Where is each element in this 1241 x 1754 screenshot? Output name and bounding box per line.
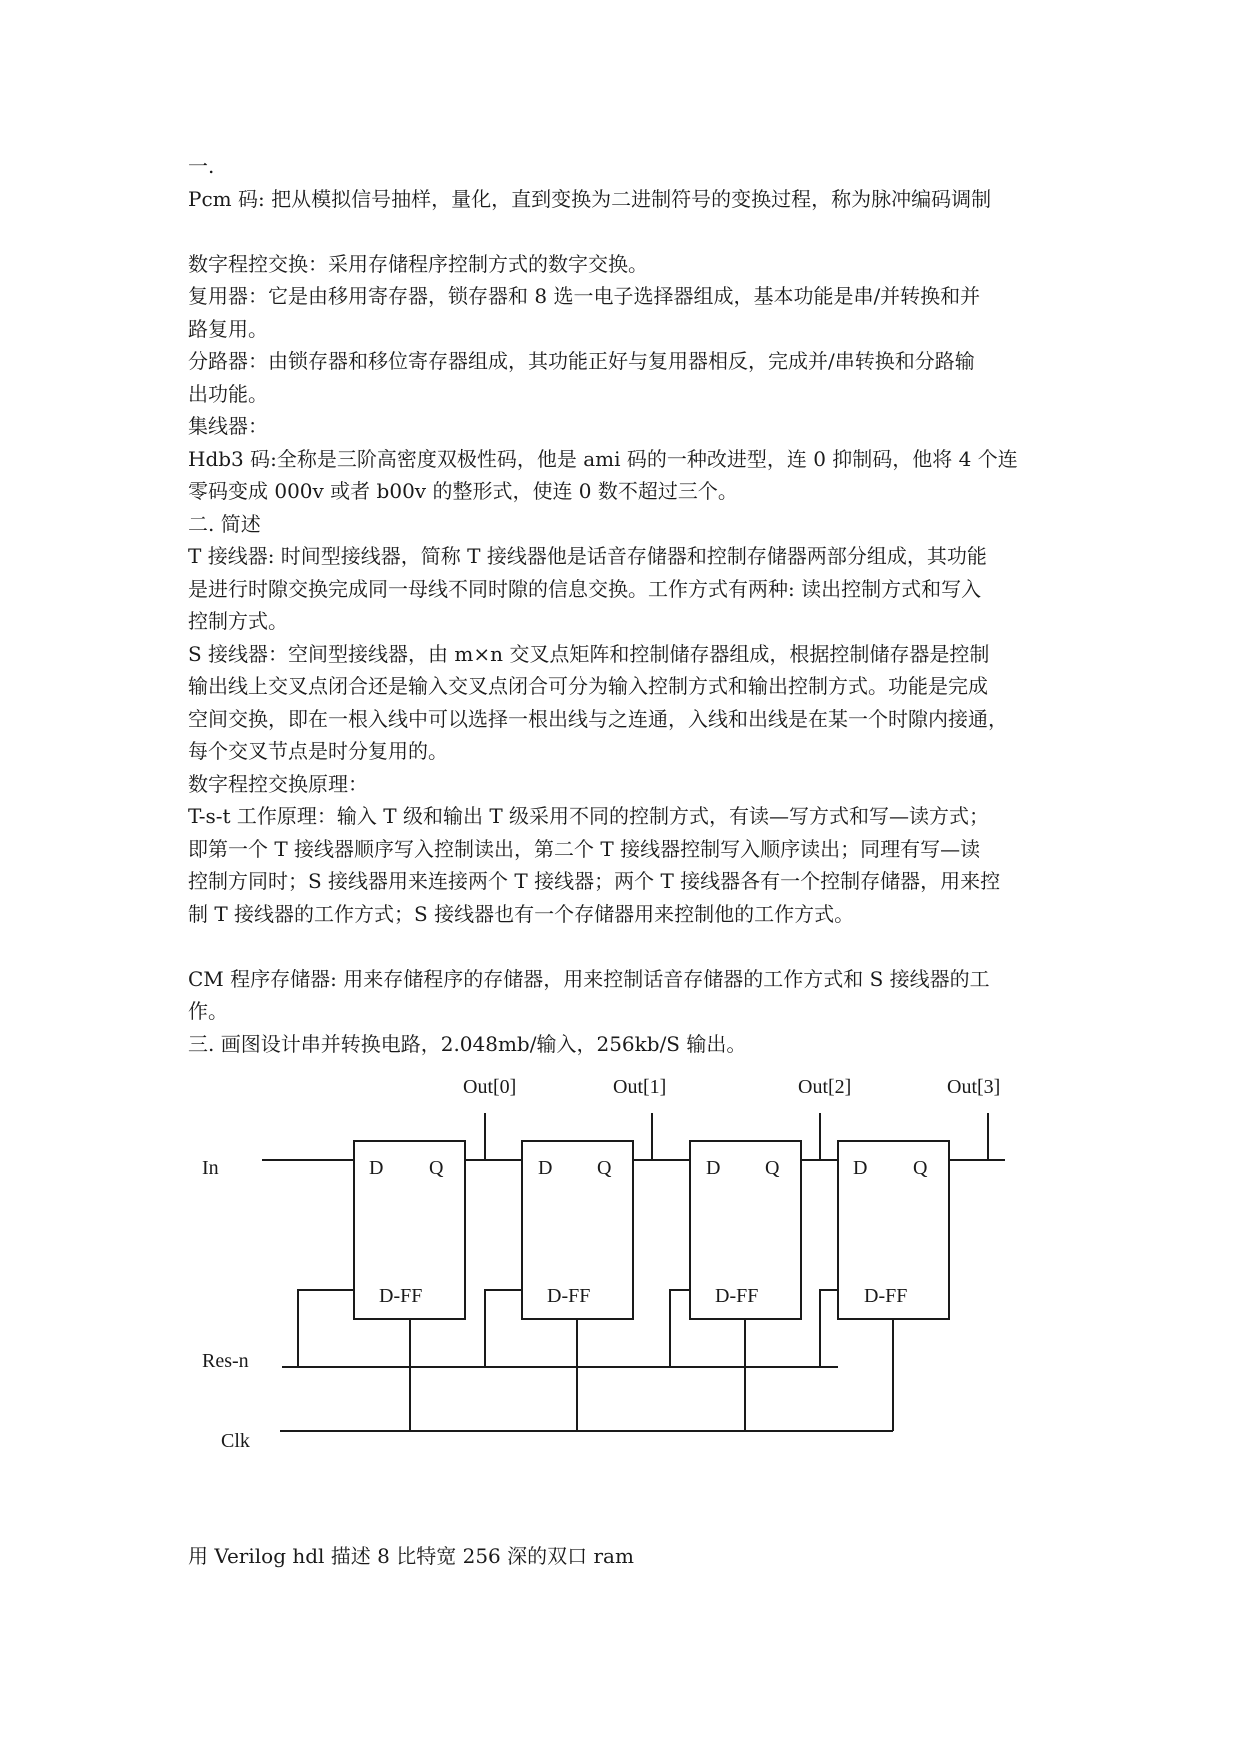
text-line: 数字程控交换：采用存储程序控制方式的数字交换。 <box>188 251 648 276</box>
text-line: 控制方式。 <box>188 609 288 633</box>
text-line: S 接线器：空间型接线器，由 m×n 交叉点矩阵和控制储存器组成，根据控制储存器是控制 <box>188 641 990 666</box>
text-line: CM 程序存储器: 用来存储程序的存储器，用来控制话音存储器的工作方式和 S 接线器的工 <box>188 966 990 991</box>
text-line: 路复用。 <box>188 316 268 341</box>
text-line: 控制方同时；S 接线器用来连接两个 T 接线器；两个 T 接线器各有一个控制存储器，用来控 <box>188 869 1001 893</box>
verilog-task-line: 用 Verilog hdl 描述 8 比特宽 256 深的双口 ram <box>188 1544 634 1568</box>
output-label-3: Out[3] <box>947 1076 1001 1098</box>
text-line: 输出线上交叉点闭合还是输入交叉点闭合可分为输入控制方式和输出控制方式。功能是完成 <box>188 674 988 698</box>
output-label-2: Out[2] <box>798 1076 852 1098</box>
text-line: 作。 <box>188 999 228 1023</box>
dff-0-q-label: Q <box>429 1157 444 1179</box>
input-signal-label: In <box>202 1157 219 1179</box>
text-line: 分路器：由锁存器和移位寄存器组成，其功能正好与复用器相反，完成并/串转换和分路输 <box>188 349 975 373</box>
dff-0-d-label: D <box>369 1157 384 1179</box>
text-line: T-s-t 工作原理：输入 T 级和输出 T 级采用不同的控制方式，有读—写方式和写—读方式； <box>188 804 990 828</box>
dff-1-d-label: D <box>538 1157 553 1179</box>
text-line: 空间交换，即在一根入线中可以选择一根出线与之连通，入线和出线是在某一个时隙内接通， <box>188 706 1008 731</box>
dff-2-name-label: D-FF <box>715 1285 759 1307</box>
text-line: 数字程控交换原理： <box>188 771 368 796</box>
reset-connector-2 <box>670 1290 690 1367</box>
output-label-0: Out[0] <box>463 1076 517 1098</box>
text-line: 出功能。 <box>188 381 268 406</box>
text-line: 一. <box>188 154 215 178</box>
text-line: 三. 画图设计串并转换电路，2.048mb/输入，256kb/S 输出。 <box>188 1031 747 1056</box>
dff-3-q-label: Q <box>913 1157 928 1179</box>
text-line: 制 T 接线器的工作方式；S 接线器也有一个存储器用来控制他的工作方式。 <box>188 901 855 926</box>
reset-connector-0 <box>298 1290 354 1367</box>
text-line: Hdb3 码:全称是三阶高密度双极性码，他是 ami 码的一种改进型，连 0 抑制码，他将 4 个连 <box>188 446 1018 471</box>
text-line: 零码变成 000v 或者 b00v 的整形式，使连 0 数不超过三个。 <box>188 479 738 503</box>
text-line: 是进行时隙交换完成同一母线不同时隙的信息交换。工作方式有两种: 读出控制方式和写入 <box>188 576 982 601</box>
text-line: 复用器：它是由移用寄存器，锁存器和 8 选一电子选择器组成，基本功能是串/并转换和并 <box>188 284 981 308</box>
reset-connector-1 <box>485 1290 522 1367</box>
clock-signal-label: Clk <box>221 1430 250 1452</box>
text-line: 即第一个 T 接线器顺序写入控制读出，第二个 T 接线器控制写入顺序读出；同理有写—读 <box>188 836 981 861</box>
dff-0-name-label: D-FF <box>379 1285 423 1307</box>
dff-2-d-label: D <box>706 1157 721 1179</box>
text-line: Pcm 码: 把从模拟信号抽样，量化，直到变换为二进制符号的变换过程，称为脉冲编码调制 <box>188 186 992 211</box>
text-line: T 接线器: 时间型接线器，简称 T 接线器他是话音存储器和控制存储器两部分组成，其功能 <box>188 544 987 568</box>
output-label-1: Out[1] <box>613 1076 667 1098</box>
reset-connector-3 <box>820 1290 838 1367</box>
reset-signal-label: Res-n <box>202 1350 249 1372</box>
dff-3-name-label: D-FF <box>864 1285 908 1307</box>
dff-1-name-label: D-FF <box>547 1285 591 1307</box>
text-line: 集线器： <box>188 414 268 438</box>
dff-3-d-label: D <box>853 1157 868 1179</box>
dff-1-q-label: Q <box>597 1157 612 1179</box>
text-line: 每个交叉节点是时分复用的。 <box>188 739 448 763</box>
dff-2-q-label: Q <box>765 1157 780 1179</box>
text-line: 二. 简述 <box>188 511 261 536</box>
